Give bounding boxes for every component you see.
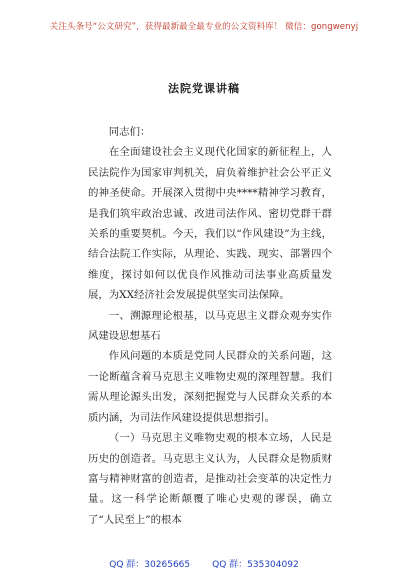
subsection-1-paragraph: （一）马克思主义唯物史观的根本立场，人民是历史的创造者。马克思主义认为，人民群众是物质财富与精神财富的创造者，是推动社会变革的决定性力量。这一科学论断颠覆了唯心史观的谬误，确立了“人民至上”的根本 <box>88 432 332 526</box>
section-heading-1: 一、溯源理论根基，以马克思主义群众观夯实作风建设思想基石 <box>88 309 332 343</box>
header-promo-text: 关注头条号“公文研究”，获得最新最全最专业的公文资料库！ 微信：gongwenyj <box>49 22 359 32</box>
intro-paragraph: 在全面建设社会主义现代化国家的新征程上，人民法院作为国家审判机关，肩负着维护社会公平正义的神圣使命。开展深入贯彻中央****精神学习教育，是我们筑牢政治忠诚、改进司法作风、密切党群干群关系的重要契机。今天，我们以“作风建设”为主线，结合法院工作实际，从理论、实践、现实、部署四个维度，探讨如何以优良作风推动司法事业高质量发展，为XX经济社会发展提供坚实司法保障。 <box>88 146 332 302</box>
footer-qq-group-2: QQ 群：535304092 <box>212 560 299 570</box>
header-promo-banner <box>0 20 408 32</box>
salutation: 同志们： <box>108 126 151 138</box>
footer-qq-group-1: QQ 群：30265665 <box>109 560 191 570</box>
document-title: 法院党课讲稿 <box>168 82 240 95</box>
document-body <box>88 122 332 530</box>
footer-qq-groups <box>0 557 408 570</box>
section-1-paragraph: 作风问题的本质是党同人民群众的关系问题，这一论断蕴含着马克思主义唯物史观的深理智慧。我们需从理论源头出发，深刻把握党与人民群众关系的本质内涵，为司法作风建设提供思想指引。 <box>88 350 332 424</box>
